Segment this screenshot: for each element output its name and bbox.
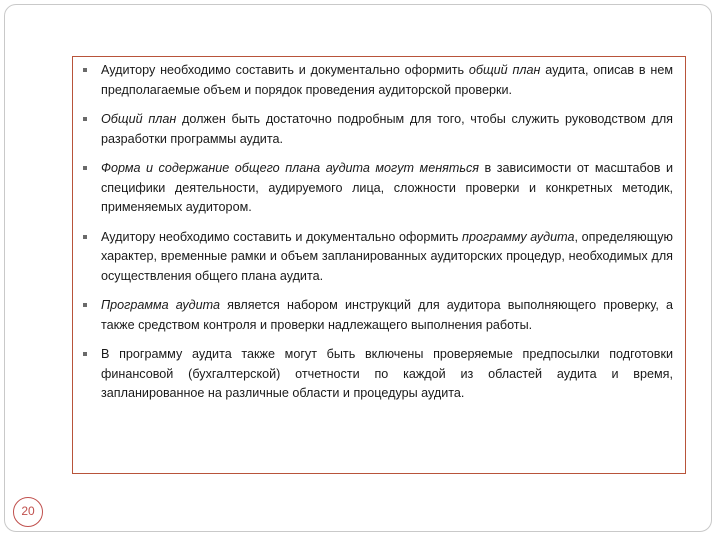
bullet-square-icon (83, 303, 87, 307)
bullet-emphasis: программу аудита (462, 229, 575, 244)
bullet-square-icon (83, 352, 87, 356)
bullet-text: Аудитору необходимо составить и документально оформить (101, 229, 463, 244)
bullet-item (83, 345, 673, 404)
bullet-emphasis: Форма и содержание общего плана аудита могут меняться (101, 161, 479, 175)
bullet-emphasis: Общий план (101, 112, 177, 126)
bullet-text: В программу аудита также могут быть включены проверяемые предпосылки подготовки финансовой (бухгалтерской) отчетности по каждой из областей аудита и время, запланированное на различные области и процедуры аудита. (101, 347, 673, 400)
bullet-item (83, 61, 673, 100)
bullet-emphasis: Программа аудита (101, 298, 220, 312)
bullet-text: в зависимости от масштабов и специфики деятельности, аудируемого лица, сложности проверки и конкретных методик, применяемых аудитором. (101, 161, 673, 214)
bullet-square-icon (83, 166, 87, 170)
bullet-item (83, 159, 673, 218)
content-box (72, 56, 686, 474)
bullet-square-icon (83, 117, 87, 121)
page-number-badge (13, 497, 43, 527)
bullet-item (83, 110, 673, 149)
bullet-text: должен быть достаточно подробным для того, чтобы служить руководством для разработки программы аудита. (101, 112, 674, 146)
bullet-text: , определяющую характер, временные рамки и объем запланированных аудиторских процедур, необходимых для осуществления общего плана аудита. (101, 229, 673, 283)
bullet-item (83, 228, 673, 287)
bullet-list (83, 61, 673, 414)
bullet-text: Аудитору необходимо составить и документально оформить (101, 63, 469, 77)
bullet-square-icon (83, 68, 87, 72)
bullet-text: является набором инструкций для аудитора выполняющего проверку, а также средством контроля и проверки надлежащего выполнения работы. (101, 298, 673, 332)
page-number: 20 (21, 504, 35, 518)
bullet-emphasis: общий план (468, 63, 541, 77)
bullet-item (83, 296, 673, 335)
bullet-text: аудита, описав в нем предполагаемые объем и порядок проведения аудиторской проверки. (101, 63, 673, 97)
bullet-square-icon (83, 235, 87, 239)
